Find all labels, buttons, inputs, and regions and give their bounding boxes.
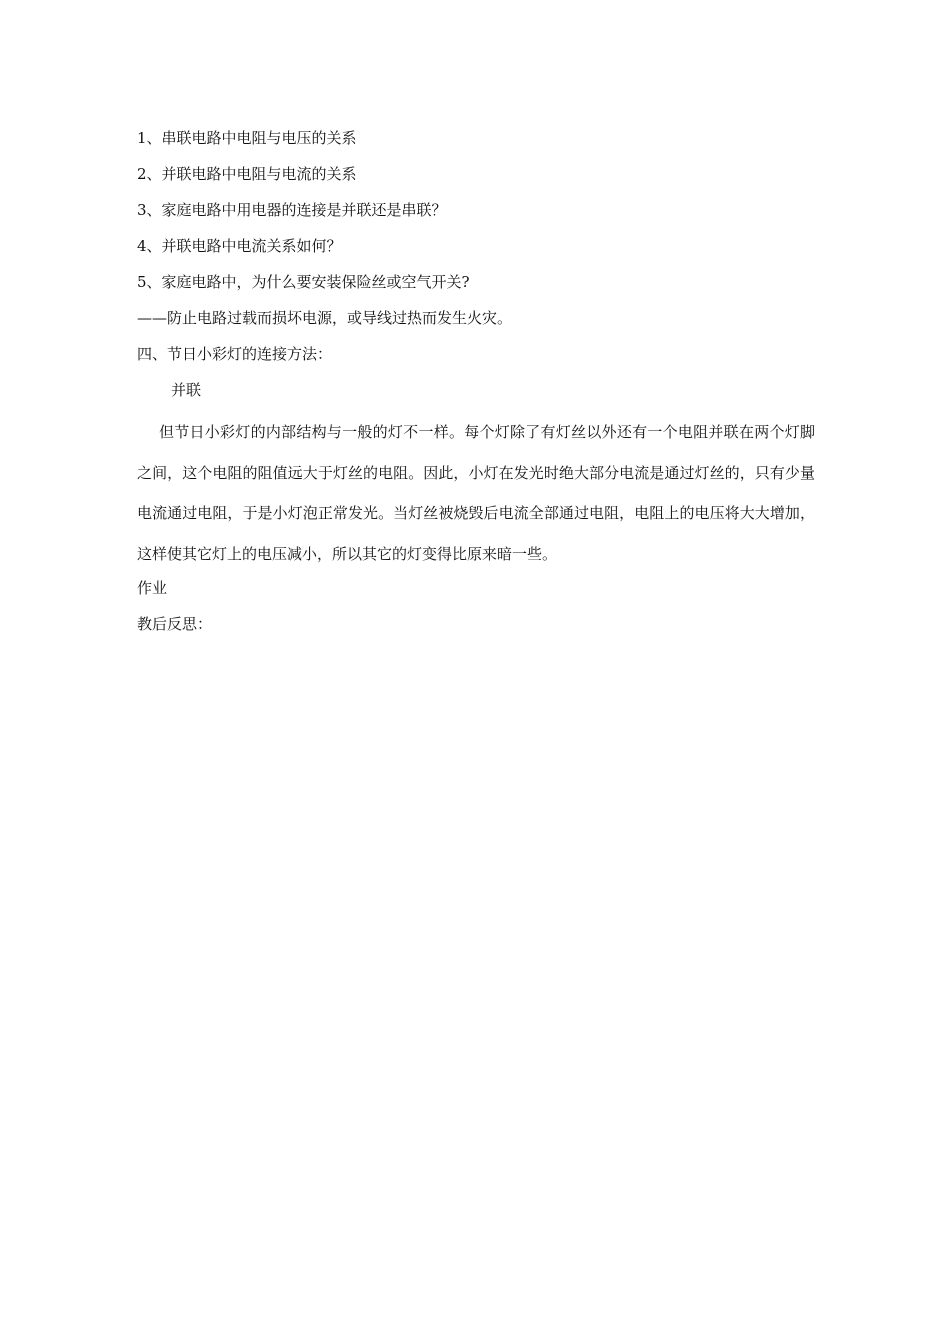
answer-parallel: 并联 [171, 381, 202, 399]
answer-5: ——防止电路过载而损坏电源，或导线过热而发生火灾。 [137, 309, 513, 327]
question-3: 3、家庭电路中用电器的连接是并联还是串联？ [137, 201, 447, 219]
section-heading-4: 四、节日小彩灯的连接方法： [137, 345, 333, 363]
reflection-label: 教后反思： [137, 615, 213, 633]
document-content [137, 124, 815, 646]
question-5: 5、家庭电路中，为什么要安装保险丝或空气开关? [137, 273, 470, 291]
question-4: 4、并联电路中电流关系如何？ [137, 237, 342, 255]
question-2: 2、并联电路中电阻与电流的关系 [137, 165, 357, 183]
question-1: 1、串联电路中电阻与电压的关系 [137, 129, 357, 147]
homework-label: 作业 [137, 579, 168, 597]
explanation-paragraph: 但节日小彩灯的内部结构与一般的灯不一样。每个灯除了有灯丝以外还有一个电阻并联在两个灯脚之间，这个电阻的阻值远大于灯丝的电阻。因此，小灯在发光时绝大部分电流是通过灯丝的，只有少量电流通过电阻，于是小灯泡正常发光。当灯丝被烧毁后电流全部通过电阻，电阻上的电压将大大增加，这样使其它灯上的电压减小，所以其它的灯变得比原来暗一些。 [137, 423, 815, 563]
